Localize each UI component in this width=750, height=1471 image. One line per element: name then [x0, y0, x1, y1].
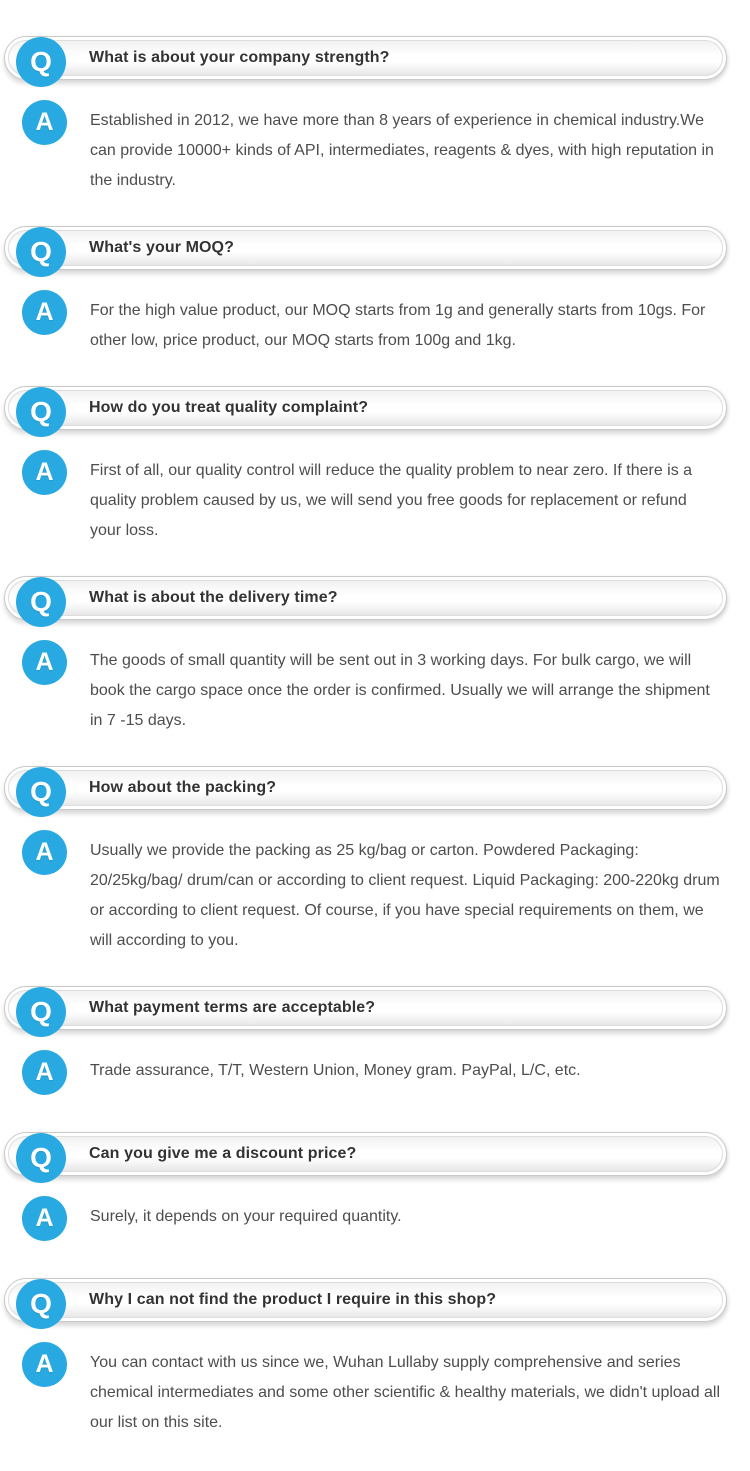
question-text: What is about the delivery time? — [89, 589, 338, 606]
question-text: Why I can not find the product I require in this shop? — [89, 1291, 497, 1308]
question-text: How about the packing? — [89, 779, 277, 796]
question-text: Can you give me a discount price? — [89, 1145, 357, 1162]
question-badge-icon: Q — [16, 1279, 66, 1329]
answer-text: Established in 2012, we have more than 8 years of experience in chemical industry.We can provide 10000+ kinds of API, intermediates, reagents & dyes, with high reputation in the industry. — [90, 112, 714, 189]
question-badge-icon: Q — [16, 577, 66, 627]
answer-row — [0, 1348, 750, 1438]
question-badge-icon: Q — [16, 767, 66, 817]
question-text: What is about your company strength? — [89, 49, 390, 66]
faq-item — [0, 386, 750, 546]
question-bar[interactable] — [4, 986, 727, 1030]
question-text: What's your MOQ? — [89, 239, 234, 256]
answer-badge-icon: A — [22, 640, 67, 685]
question-badge-icon: Q — [16, 1133, 66, 1183]
question-bar[interactable] — [4, 766, 727, 810]
faq-item — [0, 226, 750, 356]
question-row — [0, 576, 750, 620]
answer-badge-icon: A — [22, 830, 67, 875]
question-row — [0, 36, 750, 80]
question-row — [0, 766, 750, 810]
faq-item — [0, 36, 750, 196]
question-bar-inner — [8, 40, 723, 76]
faq-item — [0, 986, 750, 1102]
question-row — [0, 1132, 750, 1176]
answer-row — [0, 646, 750, 736]
answer-badge-icon: A — [22, 1196, 67, 1241]
question-bar[interactable] — [4, 576, 727, 620]
answer-row — [0, 106, 750, 196]
question-text: How do you treat quality complaint? — [89, 399, 369, 416]
answer-text: For the high value product, our MOQ starts from 1g and generally starts from 10gs. For other low, price product, our MOQ starts from 100g and 1kg. — [90, 302, 706, 349]
answer-text: Usually we provide the packing as 25 kg/bag or carton. Powdered Packaging: 20/25kg/bag/ drum/can or according to client request. Liquid Packaging: 200-220kg drum or according to client request. Of course, if you have special requirements on them, we will according to you. — [90, 842, 720, 949]
answer-text: The goods of small quantity will be sent out in 3 working days. For bulk cargo, we will book the cargo space once the order is confirmed. Usually we will arrange the shipment in 7 -15 days. — [90, 652, 710, 729]
answer-badge-icon: A — [22, 450, 67, 495]
question-bar-inner — [8, 770, 723, 806]
question-bar[interactable] — [4, 386, 727, 430]
answer-row — [0, 296, 750, 356]
faq-item — [0, 1278, 750, 1438]
answer-text: First of all, our quality control will reduce the quality problem to near zero. If there is a quality problem caused by us, we will send you free goods for replacement or refund your loss. — [90, 462, 693, 539]
answer-row — [0, 1056, 750, 1102]
question-row — [0, 986, 750, 1030]
answer-badge-icon: A — [22, 290, 67, 335]
answer-badge-icon: A — [22, 1342, 67, 1387]
question-text: What payment terms are acceptable? — [89, 999, 376, 1016]
question-badge-icon: Q — [16, 987, 66, 1037]
question-bar[interactable] — [4, 1278, 727, 1322]
answer-row — [0, 456, 750, 546]
question-row — [0, 226, 750, 270]
question-bar-inner — [8, 580, 723, 616]
answer-badge-icon: A — [22, 1050, 67, 1095]
question-badge-icon: Q — [16, 227, 66, 277]
question-bar-inner — [8, 1136, 723, 1172]
answer-badge-icon: A — [22, 100, 67, 145]
faq-item — [0, 766, 750, 956]
question-bar-inner — [8, 990, 723, 1026]
answer-text: Trade assurance, T/T, Western Union, Money gram. PayPal, L/C, etc. — [90, 1062, 581, 1079]
question-row — [0, 1278, 750, 1322]
question-bar-inner — [8, 1282, 723, 1318]
question-badge-icon: Q — [16, 387, 66, 437]
question-bar[interactable] — [4, 36, 727, 80]
faq-item — [0, 1132, 750, 1248]
question-bar-inner — [8, 390, 723, 426]
question-row — [0, 386, 750, 430]
question-bar[interactable] — [4, 226, 727, 270]
answer-row — [0, 1202, 750, 1248]
faq-item — [0, 576, 750, 736]
question-bar[interactable] — [4, 1132, 727, 1176]
answer-row — [0, 836, 750, 956]
question-bar-inner — [8, 230, 723, 266]
question-badge-icon: Q — [16, 37, 66, 87]
answer-text: You can contact with us since we, Wuhan Lullaby supply comprehensive and series chemical intermediates and some other scientific & healthy materials, we didn't upload all our list on this site. — [90, 1354, 721, 1431]
answer-text: Surely, it depends on your required quantity. — [90, 1208, 402, 1225]
